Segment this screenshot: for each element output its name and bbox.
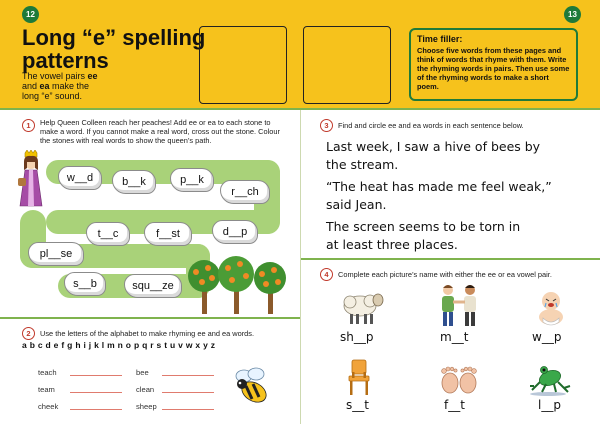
answer-blank[interactable] [70, 375, 122, 376]
picture-word[interactable]: f__t [444, 398, 465, 412]
sentence-3: The screen seems to be torn in at least three places. [326, 219, 521, 252]
rhyme-word: team [38, 385, 55, 394]
peach-trees-icon [186, 254, 294, 316]
picture-word[interactable]: l__p [538, 398, 561, 412]
section-divider-left [0, 317, 300, 319]
stone[interactable]: w__d [58, 166, 102, 190]
stone[interactable]: s__b [64, 272, 106, 296]
activity2-instruction: Use the letters of the alphabet to make rhyming ee and ea words. [40, 329, 255, 338]
answer-blank[interactable] [162, 392, 214, 393]
rhyme-word: teach [38, 368, 57, 377]
page-number-right: 13 [564, 6, 581, 23]
stone[interactable]: pl__se [28, 242, 84, 266]
time-filler-box: Time filler: Choose five words from these pages and think of words that rhyme with them. Write the rhyming words in pairs. Then use some of the rhyming words to make a short poem. [409, 28, 578, 101]
sentence-1: Last week, I saw a hive of bees by the stream. [326, 139, 541, 172]
page-subtitle: The vowel pairs ee and ea make the long “e” sound. [22, 71, 98, 101]
crying-baby-icon [532, 290, 570, 326]
stone[interactable]: b__k [112, 170, 156, 194]
answer-blank[interactable] [70, 409, 122, 410]
picture-word[interactable]: sh__p [340, 330, 374, 344]
page-divider [300, 108, 301, 424]
step-number-2: 2 [22, 327, 35, 340]
answer-blank[interactable] [70, 392, 122, 393]
rhyme-word: bee [136, 368, 149, 377]
page-number-left: 12 [22, 6, 39, 23]
header-divider [0, 108, 600, 110]
answer-blank[interactable] [162, 409, 214, 410]
picture-word[interactable]: w__p [532, 330, 562, 344]
stone[interactable]: t__c [86, 222, 130, 246]
step-number-1: 1 [22, 119, 35, 132]
stone[interactable]: squ__ze [124, 274, 182, 298]
stone[interactable]: d__p [212, 220, 258, 244]
answer-blank[interactable] [162, 375, 214, 376]
feet-icon [438, 366, 480, 394]
activity4-instruction: Complete each picture’s name with either the ee or ea vowel pair. [338, 270, 552, 279]
alphabet-row: a b c d e f g h i j k l m n o p q r s t u v w x y z [22, 340, 216, 350]
rhyme-word: cheek [38, 402, 59, 411]
activity3-instruction: Find and circle ee and ea words in each sentence below. [338, 121, 524, 130]
sentence-2: “The heat has made me feel weak,” said Jean. [326, 179, 552, 212]
step-number-3: 3 [320, 119, 333, 132]
stone[interactable]: r__ch [220, 180, 270, 204]
section-divider-right [301, 258, 600, 260]
rhyme-word: sheep [136, 402, 157, 411]
queen-icon [16, 150, 46, 208]
handshake-icon [436, 282, 482, 328]
rhyme-word: clean [136, 385, 155, 394]
chair-icon [344, 358, 374, 396]
empty-box-1 [199, 26, 287, 104]
stone[interactable]: f__st [144, 222, 192, 246]
stone[interactable]: p__k [170, 168, 214, 192]
picture-word[interactable]: m__t [440, 330, 469, 344]
empty-box-2 [303, 26, 391, 104]
step-number-4: 4 [320, 268, 333, 281]
frog-icon [528, 362, 572, 396]
activity1-instruction: Help Queen Colleen reach her peaches! Add ee or ea to each stone to make a word. If you cannot make a real word, cross out the stone. Colour the stones with real words to show the queen’s path. [40, 118, 280, 145]
page-title: Long “e” spelling patterns [22, 25, 206, 73]
sheep-icon [340, 288, 384, 326]
picture-word[interactable]: s__t [346, 398, 369, 412]
bee-icon [232, 366, 276, 410]
